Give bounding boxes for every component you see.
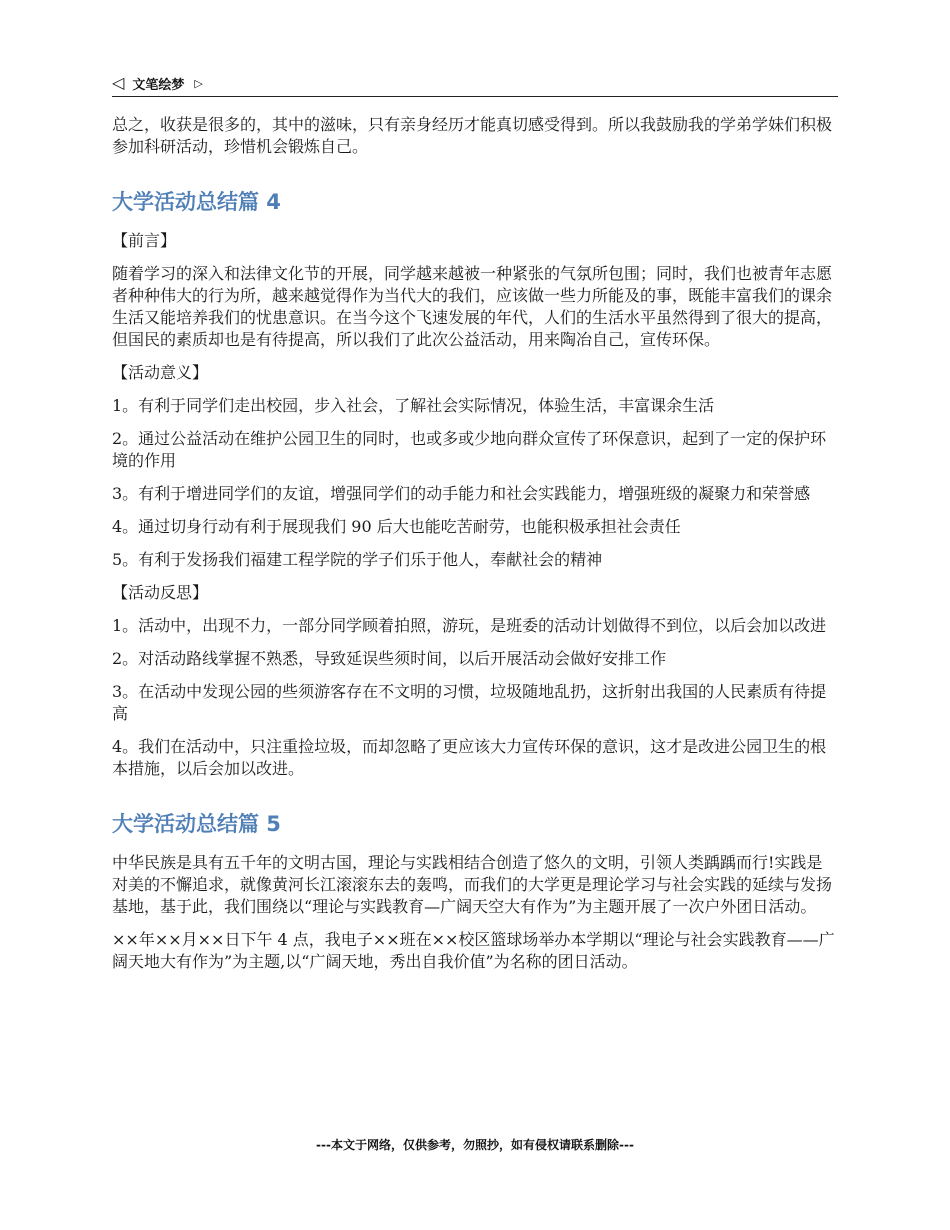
reflection-label: 【活动反思】 bbox=[112, 583, 209, 602]
header-title: 文笔绘梦 bbox=[132, 77, 185, 93]
page-header bbox=[112, 70, 838, 97]
reflection-item-2: 2。对活动路线掌握不熟悉，导致延误些须时间，以后开展活动会做好安排工作 bbox=[112, 649, 667, 668]
meaning-item-2: 2。通过公益活动在维护公园卫生的同时，也或多或少地向群众宣传了环保意识，起到了一定的保护环境的作用 bbox=[112, 429, 827, 470]
meaning-item-3: 3。有利于增进同学们的友谊，增强同学们的动手能力和社会实践能力，增强班级的凝聚力和荣誉感 bbox=[112, 484, 811, 503]
triangle-left-icon: ◁ bbox=[112, 73, 125, 92]
reflection-item-1: 1。活动中，出现不力，一部分同学顾着拍照，游玩，是班委的活动计划做得不到位，以后会加以改进 bbox=[112, 616, 827, 635]
section-4-heading: 大学活动总结篇 4 bbox=[112, 190, 281, 214]
section-5-paragraph-1: 中华民族是具有五千年的文明古国，理论与实践相结合创造了悠久的文明，引领人类踽踽而行!实践是对美的不懈追求，就像黄河长江滚滚东去的轰鸣，而我们的大学更是理论学习与社会实践的延续与发扬基地，基于此，我们围绕以“理论与实践教育—广阔天空大有作为”为主题开展了一次户外团日活动。 bbox=[112, 853, 833, 916]
preface-label: 【前言】 bbox=[112, 231, 177, 250]
meaning-item-5: 5。有利于发扬我们福建工程学院的学子们乐于他人，奉献社会的精神 bbox=[112, 550, 603, 569]
preface-paragraph: 随着学习的深入和法律文化节的开展，同学越来越被一种紧张的气氛所包围；同时，我们也被青年志愿者种种伟大的行为所，越来越觉得作为当代大的我们，应该做一些力所能及的事，既能丰富我们的课余生活又能培养我们的忧患意识。在当今这个飞速发展的年代，人们的生活水平虽然得到了很大的提高，但国民的素质却也是有待提高，所以我们了此次公益活动，用来陶冶自己，宣传环保。 bbox=[112, 264, 833, 349]
section-5-paragraph-2: ××年××月××日下午 4 点，我电子××班在××校区篮球场举办本学期以“理论与社会实践教育——广阔天地大有作为”为主题,以“广阔天地，秀出自我价值”为名称的团日活动。 bbox=[112, 930, 835, 971]
meaning-item-1: 1。有利于同学们走出校园，步入社会，了解社会实际情况，体验生活，丰富课余生活 bbox=[112, 396, 715, 415]
document-body bbox=[112, 114, 838, 984]
intro-paragraph: 总之，收获是很多的，其中的滋味，只有亲身经历才能真切感受得到。所以我鼓励我的学弟学妹们积极参加科研活动，珍惜机会锻炼自己。 bbox=[112, 115, 833, 156]
triangle-right-icon: ▷ bbox=[194, 76, 203, 90]
section-5-heading: 大学活动总结篇 5 bbox=[112, 812, 281, 836]
meaning-label: 【活动意义】 bbox=[112, 363, 209, 382]
reflection-item-4: 4。我们在活动中，只注重捡垃圾，而却忽略了更应该大力宣传环保的意识，这才是改进公园卫生的根本措施，以后会加以改进。 bbox=[112, 737, 827, 778]
meaning-item-4: 4。通过切身行动有利于展现我们 90 后大也能吃苦耐劳，也能积极承担社会责任 bbox=[112, 517, 681, 536]
reflection-item-3: 3。在活动中发现公园的些须游客存在不文明的习惯，垃圾随地乱扔，这折射出我国的人民素质有待提高 bbox=[112, 682, 827, 723]
page-footer: ---本文于网络，仅供参考，勿照抄，如有侵权请联系删除--- bbox=[316, 1138, 634, 1152]
